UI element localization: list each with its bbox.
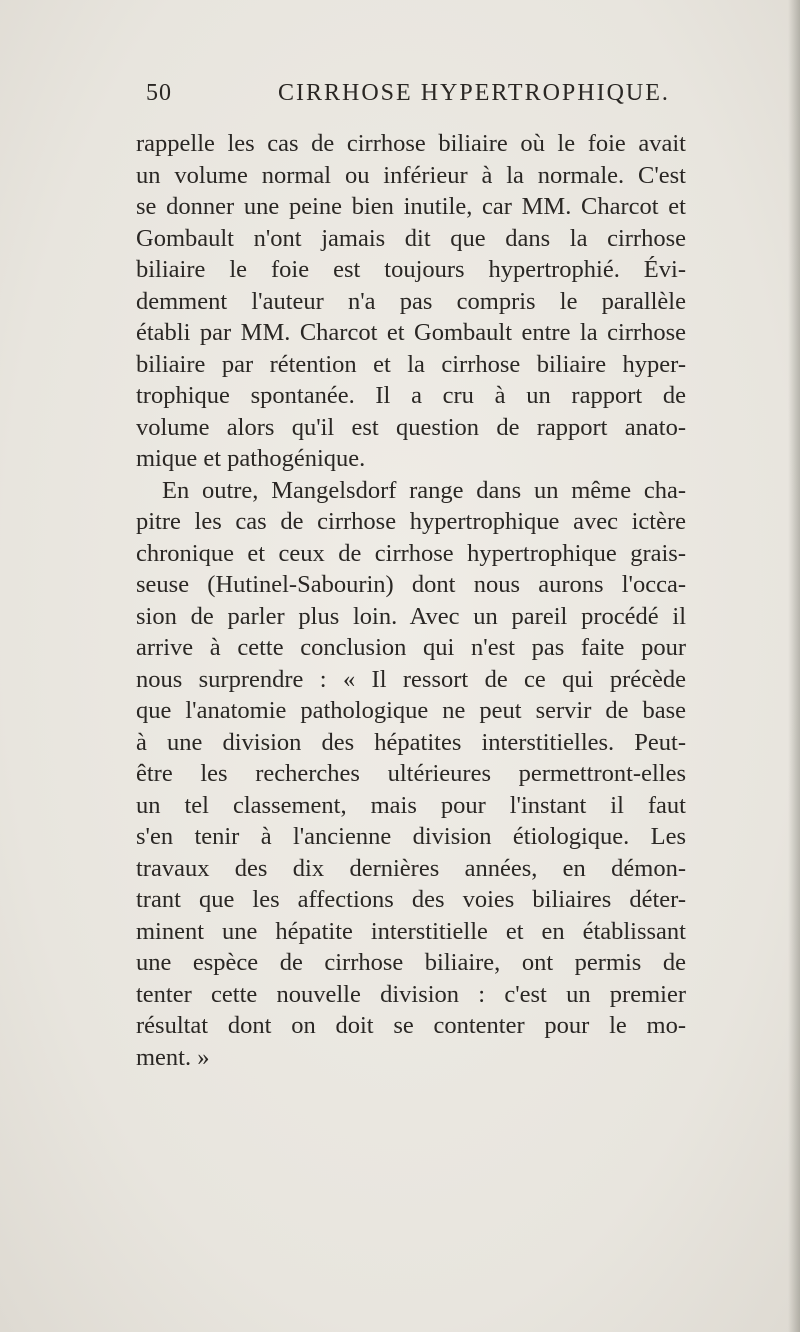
text-line: un tel classement, mais pour l'instant il faut <box>136 791 686 819</box>
text-line: s'en tenir à l'ancienne division étiologique. Les <box>136 823 686 850</box>
page-edge-shadow <box>788 0 800 1332</box>
text-line: chronique et ceux de cirrhose hypertrophique grais- <box>136 539 686 567</box>
text-line: établi par MM. Charcot et Gombault entre la cirrhose <box>136 319 686 346</box>
text-line: se donner une peine bien inutile, car MM. Charcot et <box>136 193 686 220</box>
page-header <box>146 80 676 120</box>
text-line: résultat dont on doit se contenter pour le mo- <box>136 1012 686 1039</box>
text-line: pitre les cas de cirrhose hypertrophique avec ictère <box>136 508 686 535</box>
text-line: à une division des hépatites interstitielles. Peut- <box>136 728 686 756</box>
running-title: CIRRHOSE HYPERTROPHIQUE. <box>278 80 670 106</box>
text-line: biliaire par rétention et la cirrhose biliaire hyper- <box>136 350 686 378</box>
text-line: une espèce de cirrhose biliaire, ont permis de <box>136 949 686 976</box>
page-number: 50 <box>146 80 172 106</box>
text-line: être les recherches ultérieures permettront-elles <box>136 760 686 787</box>
text-line: sion de parler plus loin. Avec un pareil procédé il <box>136 602 686 630</box>
text-line: arrive à cette conclusion qui n'est pas faite pour <box>136 634 686 661</box>
text-line: trant que les affections des voies biliaires déter- <box>136 886 686 913</box>
text-line: nous surprendre : « Il ressort de ce qui précède <box>136 665 686 693</box>
text-line: mique et pathogénique. <box>136 445 366 472</box>
text-line: trophique spontanée. Il a cru à un rapport de <box>136 382 686 409</box>
text-line: rappelle les cas de cirrhose biliaire où le foie avait <box>136 130 686 157</box>
text-line: un volume normal ou inférieur à la normale. C'est <box>136 161 686 189</box>
text-line: ment. » <box>136 1043 210 1071</box>
text-line: Gombault n'ont jamais dit que dans la cirrhose <box>136 224 686 252</box>
text-line: En outre, Mangelsdorf range dans un même cha- <box>162 476 686 504</box>
text-line: travaux des dix dernières années, en démon- <box>136 854 686 882</box>
text-line: demment l'auteur n'a pas compris le parallèle <box>136 287 686 315</box>
text-line: biliaire le foie est toujours hypertrophié. Évi- <box>136 256 686 283</box>
text-line: seuse (Hutinel-Sabourin) dont nous aurons l'occa- <box>136 571 686 598</box>
text-line: que l'anatomie pathologique ne peut servir de base <box>136 697 686 724</box>
text-line: minent une hépatite interstitielle et en établissant <box>136 917 686 945</box>
text-line: volume alors qu'il est question de rapport anato- <box>136 413 686 441</box>
text-line: tenter cette nouvelle division : c'est un premier <box>136 980 686 1008</box>
body-text <box>136 128 686 1073</box>
